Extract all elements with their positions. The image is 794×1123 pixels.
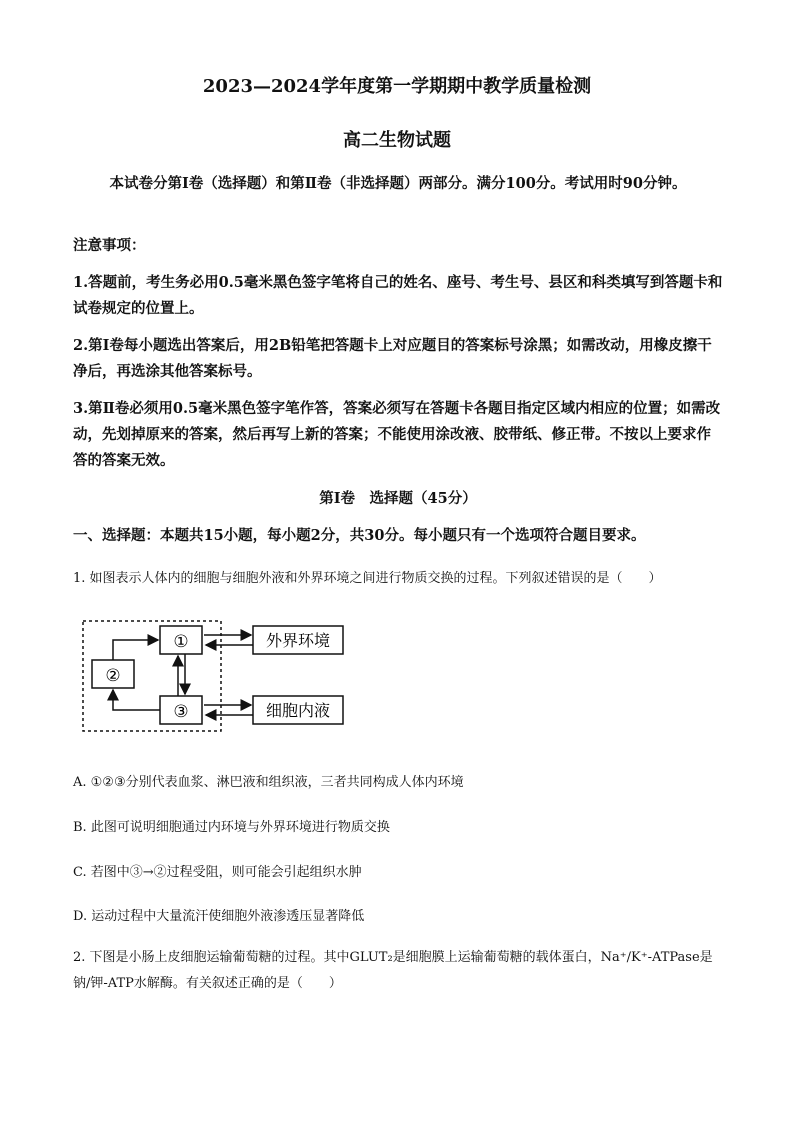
q1-option-b: B. 此图可说明细胞通过内环境与外界环境进行物质交换 [73,820,390,835]
note-item-2: 2.第Ⅰ卷每小题选出答案后，用2B铅笔把答题卡上对应题目的答案标号涂黑；如需改动，用橡皮擦干净后，再选涂其他答案标号。 [73,337,712,380]
box-2 [92,660,134,688]
box-3 [160,696,202,724]
arrow-3-to-2 [113,690,160,710]
part-heading: 一、选择题：本题共15小题，每小题2分，共30分。每小题只有一个选项符合题目要求。 [73,527,646,544]
box-1-label: ① [173,632,189,652]
q1-option-c: C. 若图中③→②过程受阻，则可能会引起组织水肿 [73,865,362,880]
exam-subtitle: 高二生物试题 [343,130,451,151]
box-2-label: ② [105,666,121,686]
section-title: 第Ⅰ卷 选择题（45分） [319,490,477,507]
note-item-3: 3.第Ⅱ卷必须用0.5毫米黑色签字笔作答，答案必须写在答题卡各题目指定区域内相应的位置；如需改动，先划掉原来的答案，然后再写上新的答案；不能使用涂改液、胶带纸、修正带。不按以上要求作答的答案无效。 [73,400,721,469]
note-item-1: 1.答题前，考生务必用0.5毫米黑色签字笔将自己的姓名、座号、考生号、县区和科类填写到答题卡和试卷规定的位置上。 [73,274,723,317]
notes-heading: 注意事项： [73,237,146,254]
outer-environment-label: 外界环境 [265,631,331,650]
box-intracellular-fluid [253,696,343,724]
exchange-diagram [80,618,360,738]
box-outer-environment [253,626,343,654]
q2-stem: 2. 下图是小肠上皮细胞运输葡萄糖的过程。其中GLUT₂是细胞膜上运输葡萄糖的载体蛋白，Na⁺/K⁺-ATPase是钠/钾-ATP水解酶。有关叙述正确的是（ ） [73,950,713,991]
box-3-label: ③ [173,702,189,722]
box-1 [160,626,202,654]
q1-stem: 1. 如图表示人体内的细胞与细胞外液和外界环境之间进行物质交换的过程。下列叙述错误的是（ ） [73,571,662,586]
exam-intro: 本试卷分第Ⅰ卷（选择题）和第Ⅱ卷（非选择题）两部分。满分100分。考试用时90分钟。 [109,175,687,192]
exam-title: 2023—2024学年度第一学期期中教学质量检测 [202,76,592,97]
q1-option-a: A. ①②③分别代表血浆、淋巴液和组织液，三者共同构成人体内环境 [73,775,464,790]
intracellular-fluid-label: 细胞内液 [265,701,331,720]
arrow-2-to-1 [113,640,158,660]
q1-option-d: D. 运动过程中大量流汗使细胞外液渗透压显著降低 [73,909,365,924]
